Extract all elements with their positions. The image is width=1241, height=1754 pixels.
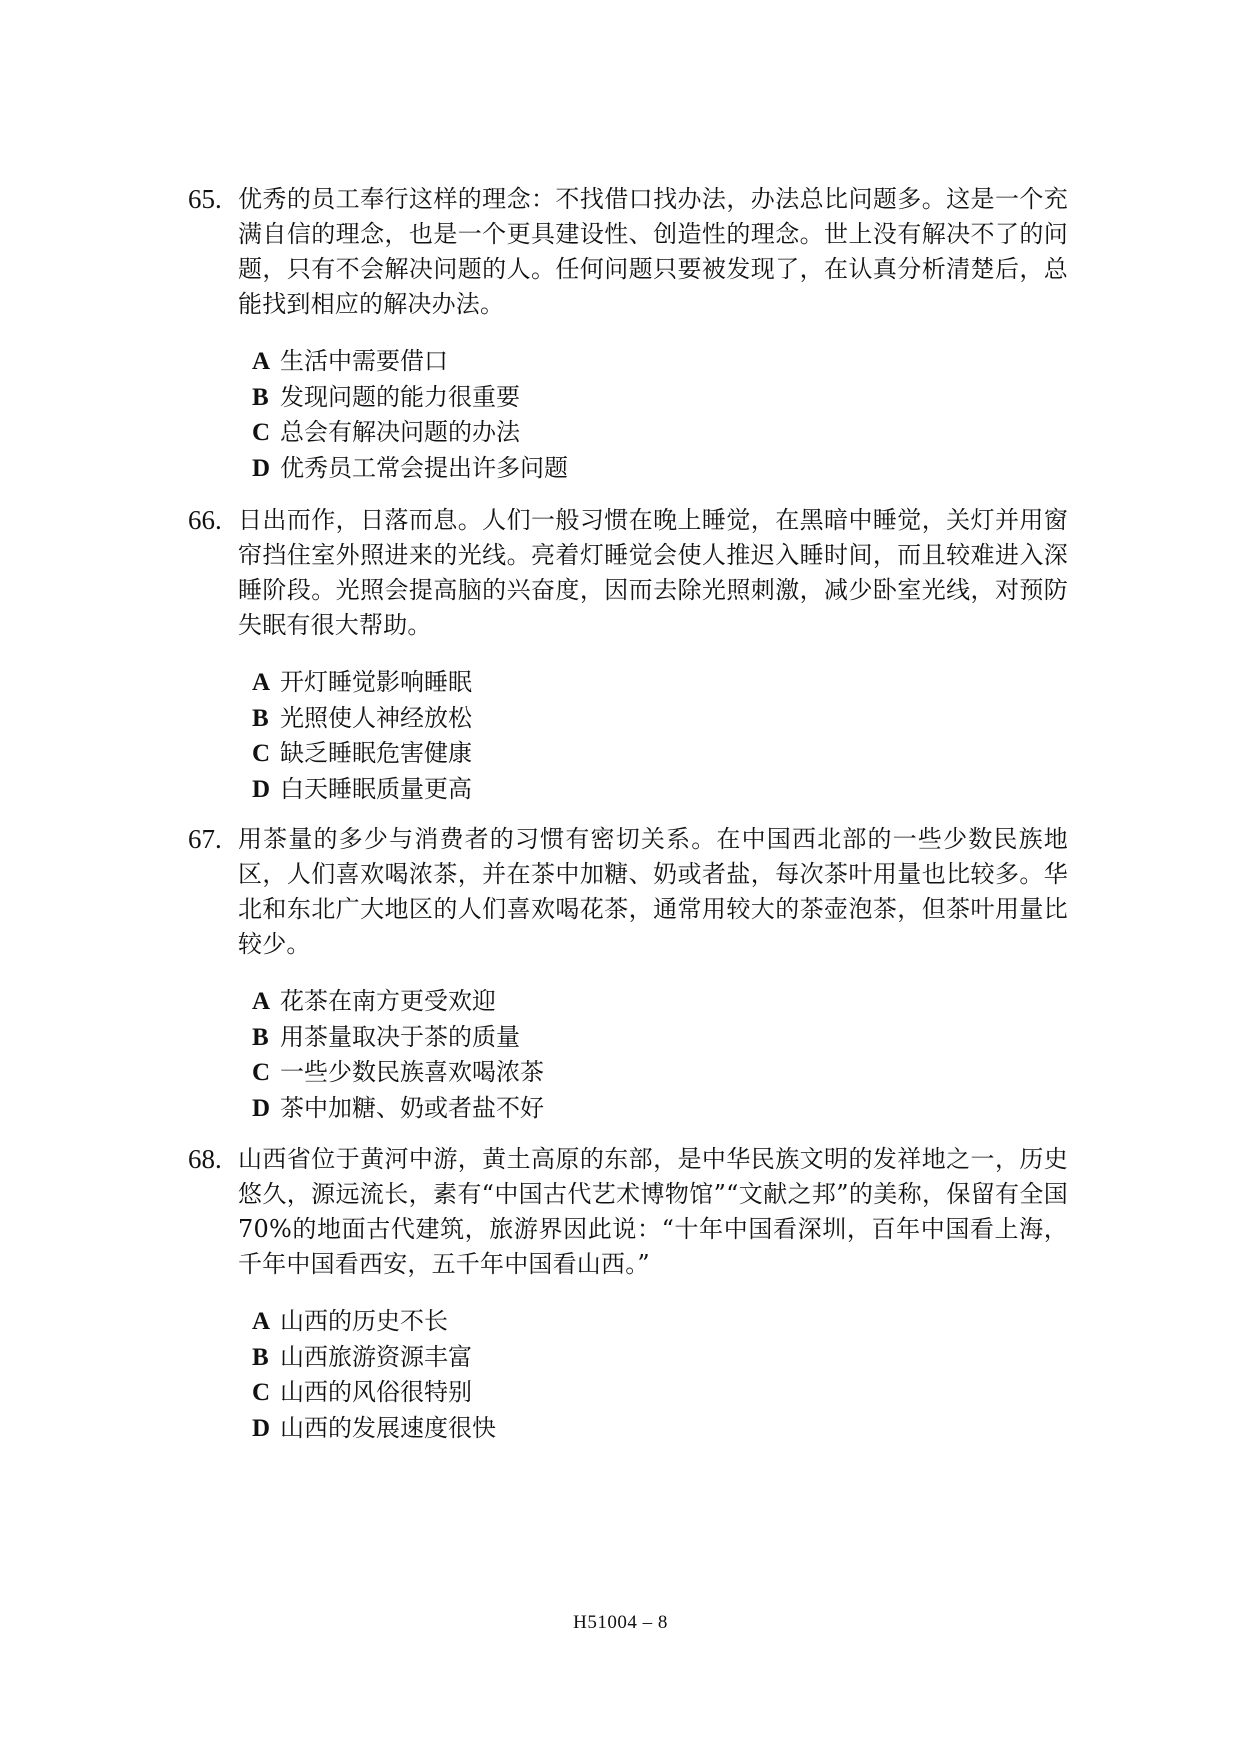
option-letter: B [252, 1023, 269, 1051]
option-b [252, 701, 1068, 737]
option-letter: D [252, 775, 271, 803]
option-text: 用茶量取决于茶的质量 [280, 1022, 520, 1051]
option-a [252, 665, 1068, 701]
option-text: 缺乏睡眠危害健康 [280, 739, 472, 767]
option-c [252, 1055, 1068, 1091]
option-text: 山西的风俗很特别 [280, 1378, 472, 1406]
question-passage: 用茶量的多少与消费者的习惯有密切关系。在中国西北部的一些少数民族地区，人们喜欢喝浓茶，并在茶中加糖、奶或者盐，每次茶叶用量也比较多。华北和东北广大地区的人们喜欢喝花茶，通常用较大的茶壶泡茶，但茶叶用量比较少。 [238, 825, 1068, 958]
question-67 [188, 822, 1068, 1126]
option-text: 茶中加糖、奶或者盐不好 [280, 1093, 544, 1122]
option-a [252, 1304, 1068, 1340]
option-letter: A [252, 1308, 271, 1335]
question-65 [188, 182, 1068, 486]
option-text: 山西的发展速度很快 [280, 1413, 496, 1442]
option-text: 一些少数民族喜欢喝浓茶 [280, 1058, 544, 1086]
option-list [188, 984, 1068, 1126]
option-text: 花茶在南方更受欢迎 [280, 987, 496, 1015]
option-text: 发现问题的能力很重要 [280, 382, 520, 411]
option-letter: C [252, 1379, 271, 1406]
option-d [252, 772, 1068, 808]
option-list [188, 344, 1068, 486]
question-68 [188, 1142, 1068, 1446]
option-letter: B [252, 704, 269, 732]
option-text: 山西的历史不长 [280, 1307, 448, 1335]
option-b [252, 1340, 1068, 1376]
option-c [252, 415, 1068, 451]
option-letter: C [252, 1059, 271, 1086]
option-letter: C [252, 419, 271, 446]
option-letter: D [252, 1414, 271, 1442]
option-list [188, 665, 1068, 807]
question-passage: 优秀的员工奉行这样的理念：不找借口找办法，办法总比问题多。这是一个充满自信的理念，也是一个更具建设性、创造性的理念。世上没有解决不了的问题，只有不会解决问题的人。任何问题只要被发现了，在认真分析清楚后，总能找到相应的解决办法。 [238, 185, 1068, 318]
question-number: 67. [188, 824, 222, 854]
option-text: 白天睡眠质量更高 [280, 774, 472, 803]
option-a [252, 344, 1068, 380]
option-text: 山西旅游资源丰富 [280, 1342, 472, 1371]
option-b [252, 1020, 1068, 1056]
option-letter: A [252, 669, 271, 696]
option-list [188, 1304, 1068, 1446]
option-c [252, 1375, 1068, 1411]
option-d [252, 1091, 1068, 1127]
option-text: 总会有解决问题的办法 [280, 418, 520, 446]
question-number: 65. [188, 184, 222, 214]
option-b [252, 380, 1068, 416]
option-letter: D [252, 1094, 271, 1122]
option-text: 优秀员工常会提出许多问题 [280, 453, 568, 482]
option-c [252, 736, 1068, 772]
option-letter: B [252, 383, 269, 411]
option-a [252, 984, 1068, 1020]
option-letter: A [252, 348, 271, 375]
page-footer: H51004 – 8 [573, 1612, 668, 1633]
option-d [252, 1411, 1068, 1447]
option-letter: A [252, 988, 271, 1015]
question-passage: 日出而作，日落而息。人们一般习惯在晚上睡觉，在黑暗中睡觉，关灯并用窗帘挡住室外照进来的光线。亮着灯睡觉会使人推迟入睡时间，而且较难进入深睡阶段。光照会提高脑的兴奋度，因而去除光照刺激，减少卧室光线，对预防失眠有很大帮助。 [238, 506, 1068, 639]
question-number: 68. [188, 1144, 222, 1174]
option-letter: C [252, 740, 271, 767]
question-passage: 山西省位于黄河中游，黄土高原的东部，是中华民族文明的发祥地之一，历史悠久，源远流长，素有“中国古代艺术博物馆”“文献之邦”的美称，保留有全国 70%的地面古代建筑，旅游界因此说：“十年中国看深圳，百年中国看上海，千年中国看西安，五千年中国看山西。” [238, 1145, 1068, 1278]
option-d [252, 451, 1068, 487]
option-text: 光照使人神经放松 [280, 703, 472, 732]
option-letter: B [252, 1343, 269, 1371]
option-text: 开灯睡觉影响睡眠 [280, 668, 472, 696]
option-text: 生活中需要借口 [280, 347, 448, 375]
option-letter: D [252, 454, 271, 482]
question-number: 66. [188, 505, 222, 535]
question-66 [188, 503, 1068, 807]
